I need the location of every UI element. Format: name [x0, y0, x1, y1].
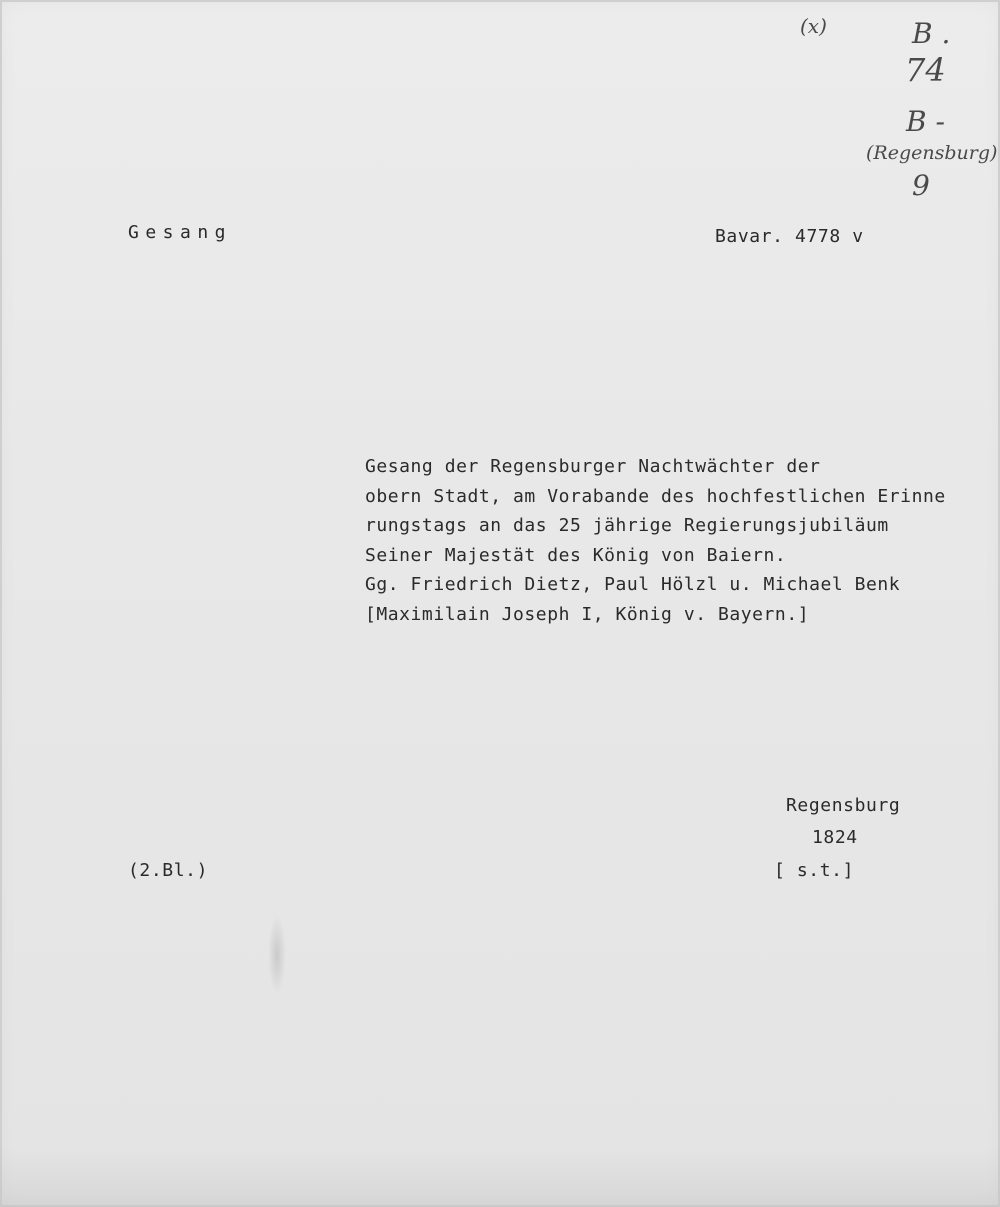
description-line: Gesang der Regensburger Nachtwächter der [365, 456, 821, 477]
extent: (2.Bl.) [128, 860, 209, 881]
description-line: rungstags an das 25 jährige Regierungsjubiläum [365, 515, 889, 536]
place-of-publication: Regensburg [786, 795, 901, 816]
card-edge-shadow [0, 1147, 1000, 1207]
annotation-x: (x) [800, 14, 827, 38]
annotation-74: 74 [905, 51, 946, 89]
paper-smudge [268, 915, 286, 995]
description-line: Gg. Friedrich Dietz, Paul Hölzl u. Michael Benk [365, 574, 901, 595]
shelfmark: Bavar. 4778 v [715, 226, 864, 247]
card-heading: Gesang [128, 222, 233, 243]
year-of-publication: 1824 [812, 827, 858, 848]
annotation-regensburg: (Regensburg) [866, 142, 998, 164]
annotation-9: 9 [912, 169, 930, 202]
printer-note: [ s.t.] [774, 860, 855, 881]
annotation-b-top: B . [912, 17, 951, 50]
description-line: Seiner Majestät des König von Baiern. [365, 544, 787, 566]
title-description [365, 452, 1000, 629]
description-line: [Maximilain Joseph I, König v. Bayern.] [365, 603, 810, 625]
annotation-b-second: B - [906, 105, 945, 138]
description-line: obern Stadt, am Vorabande des hochfestlichen Erinne [365, 485, 946, 507]
